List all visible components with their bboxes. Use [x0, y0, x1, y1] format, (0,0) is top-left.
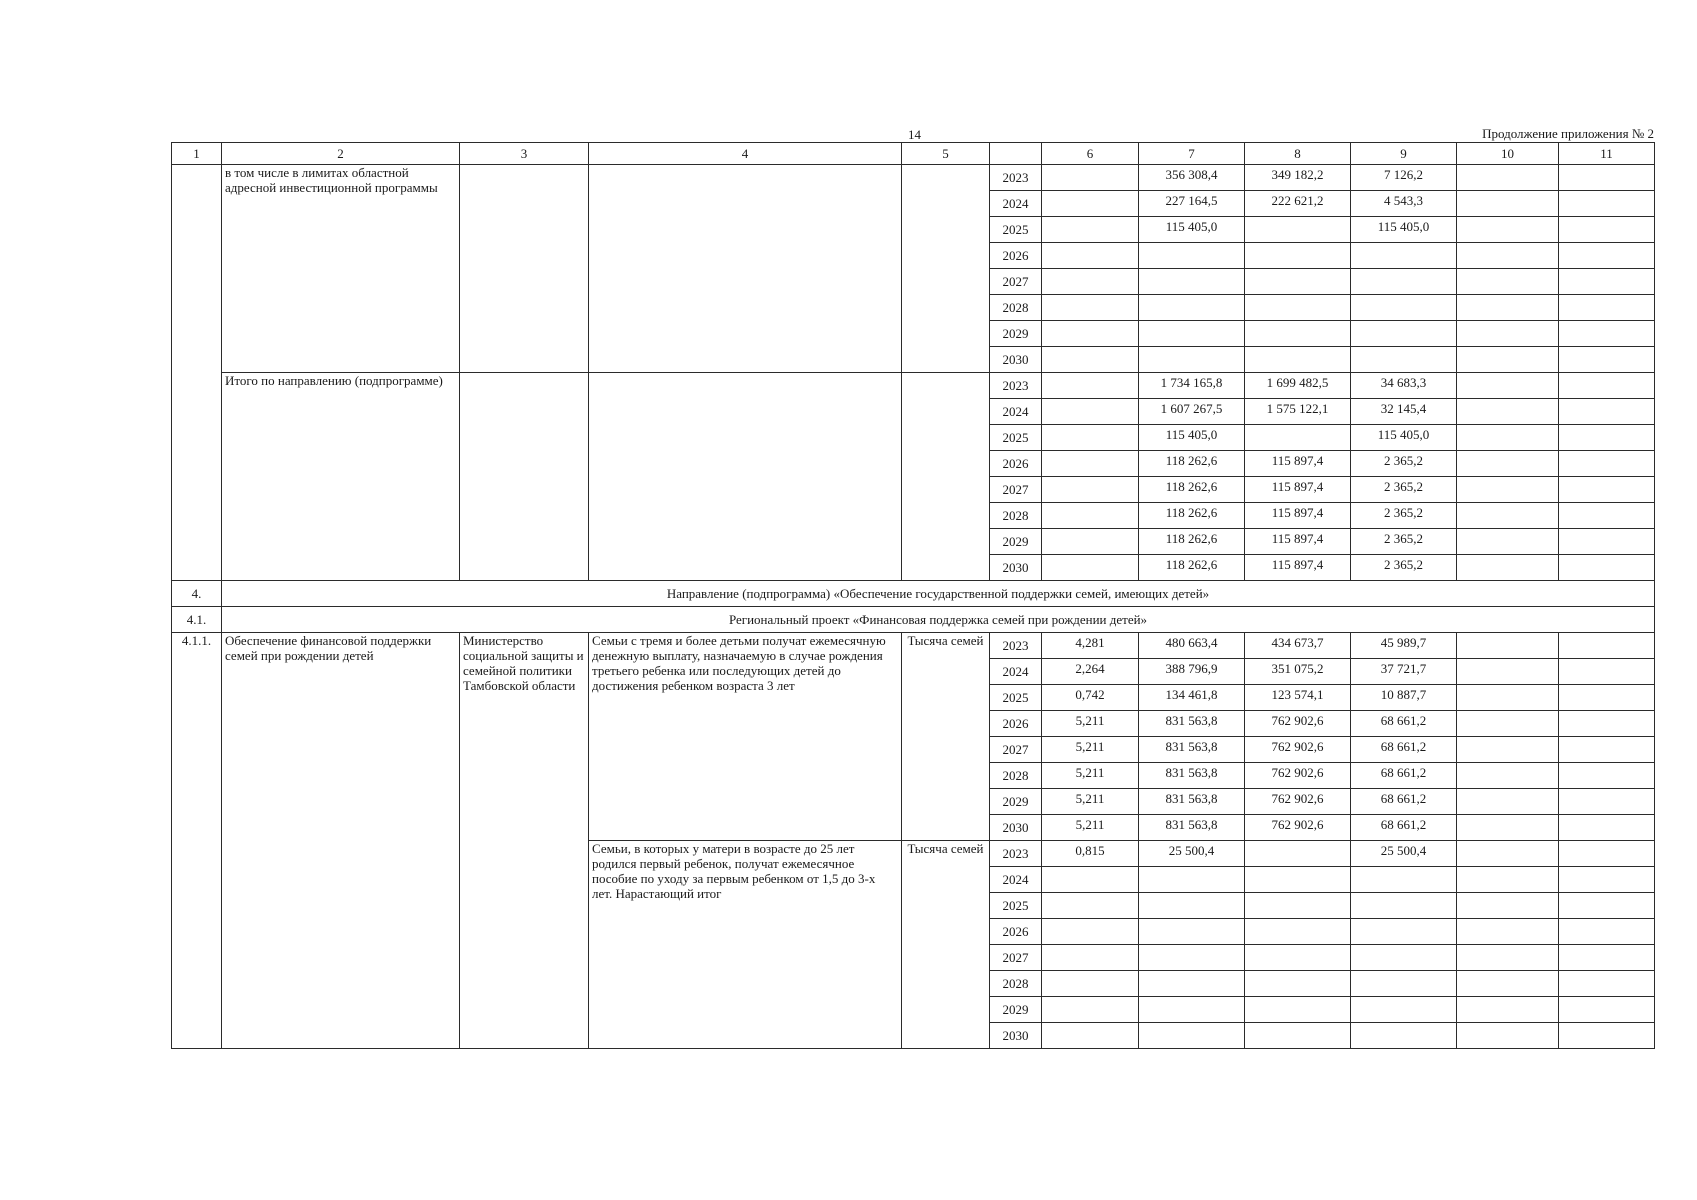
year-cell: 2026	[990, 919, 1042, 945]
indicator-value-cell	[1042, 347, 1139, 373]
column-11-cell	[1559, 737, 1655, 763]
total-amount-cell	[1139, 893, 1245, 919]
indicator-unit: Тысяча семей	[902, 841, 990, 1049]
total-amount-cell: 118 262,6	[1139, 529, 1245, 555]
total-amount-cell: 388 796,9	[1139, 659, 1245, 685]
total-amount-cell: 831 563,8	[1139, 815, 1245, 841]
column-10-cell	[1457, 425, 1559, 451]
regional-amount-cell: 4 543,3	[1351, 191, 1457, 217]
column-11-cell	[1559, 347, 1655, 373]
year-cell: 2023	[990, 373, 1042, 399]
column-10-cell	[1457, 763, 1559, 789]
federal-amount-cell	[1245, 295, 1351, 321]
total-amount-cell: 831 563,8	[1139, 711, 1245, 737]
federal-amount-cell	[1245, 945, 1351, 971]
indicator-cell	[589, 373, 902, 581]
year-cell: 2024	[990, 399, 1042, 425]
column-11-cell	[1559, 893, 1655, 919]
federal-amount-cell	[1245, 243, 1351, 269]
regional-amount-cell	[1351, 269, 1457, 295]
federal-amount-cell	[1245, 971, 1351, 997]
column-10-cell	[1457, 165, 1559, 191]
indicator-value-cell	[1042, 295, 1139, 321]
regional-amount-cell: 10 887,7	[1351, 685, 1457, 711]
regional-amount-cell	[1351, 919, 1457, 945]
regional-amount-cell: 45 989,7	[1351, 633, 1457, 659]
year-cell: 2028	[990, 503, 1042, 529]
year-cell: 2027	[990, 269, 1042, 295]
total-amount-cell	[1139, 997, 1245, 1023]
block-label: Итого по направлению (подпрограмме)	[222, 373, 460, 581]
column-11-cell	[1559, 685, 1655, 711]
column-11-cell	[1559, 243, 1655, 269]
federal-amount-cell	[1245, 841, 1351, 867]
column-header: 2	[222, 143, 460, 165]
appendix-continuation: Продолжение приложения № 2	[1482, 126, 1654, 141]
year-cell: 2027	[990, 737, 1042, 763]
indicator-value-cell	[1042, 945, 1139, 971]
federal-amount-cell: 349 182,2	[1245, 165, 1351, 191]
year-cell: 2025	[990, 893, 1042, 919]
regional-amount-cell: 115 405,0	[1351, 217, 1457, 243]
indicator-value-cell: 0,742	[1042, 685, 1139, 711]
indicator-value-cell	[1042, 477, 1139, 503]
federal-amount-cell	[1245, 425, 1351, 451]
indicator-value-cell	[1042, 919, 1139, 945]
total-amount-cell: 831 563,8	[1139, 737, 1245, 763]
column-10-cell	[1457, 477, 1559, 503]
indicator-text: Семьи с тремя и более детьми получат ежемесячную денежную выплату, назначаемую в случае рождения третьего ребенка или последующих детей до достижения ребенком возраста 3 лет	[589, 633, 902, 841]
total-amount-cell: 1 607 267,5	[1139, 399, 1245, 425]
indicator-value-cell: 4,281	[1042, 633, 1139, 659]
total-amount-cell	[1139, 243, 1245, 269]
item-number: 4.1.1.	[172, 633, 222, 1049]
year-cell: 2023	[990, 841, 1042, 867]
federal-amount-cell	[1245, 347, 1351, 373]
column-header: 8	[1245, 143, 1351, 165]
federal-amount-cell	[1245, 893, 1351, 919]
total-amount-cell: 115 405,0	[1139, 217, 1245, 243]
column-10-cell	[1457, 451, 1559, 477]
indicator-cell	[589, 165, 902, 373]
column-11-cell	[1559, 633, 1655, 659]
indicator-value-cell: 5,211	[1042, 711, 1139, 737]
total-amount-cell: 831 563,8	[1139, 763, 1245, 789]
year-cell: 2030	[990, 815, 1042, 841]
regional-amount-cell: 25 500,4	[1351, 841, 1457, 867]
column-10-cell	[1457, 217, 1559, 243]
item-name: Обеспечение финансовой поддержки семей при рождении детей	[222, 633, 460, 1049]
column-10-cell	[1457, 789, 1559, 815]
federal-amount-cell: 222 621,2	[1245, 191, 1351, 217]
unit-cell	[902, 373, 990, 581]
total-amount-cell: 134 461,8	[1139, 685, 1245, 711]
indicator-value-cell	[1042, 165, 1139, 191]
indicator-value-cell	[1042, 555, 1139, 581]
total-amount-cell: 831 563,8	[1139, 789, 1245, 815]
total-amount-cell	[1139, 347, 1245, 373]
column-11-cell	[1559, 659, 1655, 685]
federal-amount-cell: 115 897,4	[1245, 477, 1351, 503]
column-11-cell	[1559, 711, 1655, 737]
regional-amount-cell	[1351, 997, 1457, 1023]
table-row	[172, 165, 1655, 191]
column-11-cell	[1559, 165, 1655, 191]
column-header: 6	[1042, 143, 1139, 165]
indicator-value-cell: 0,815	[1042, 841, 1139, 867]
column-10-cell	[1457, 893, 1559, 919]
regional-amount-cell: 68 661,2	[1351, 711, 1457, 737]
federal-amount-cell	[1245, 1023, 1351, 1049]
regional-amount-cell: 2 365,2	[1351, 529, 1457, 555]
column-10-cell	[1457, 555, 1559, 581]
year-cell: 2028	[990, 763, 1042, 789]
federal-amount-cell	[1245, 919, 1351, 945]
indicator-value-cell: 5,211	[1042, 737, 1139, 763]
column-10-cell	[1457, 503, 1559, 529]
year-cell: 2024	[990, 659, 1042, 685]
total-amount-cell: 1 734 165,8	[1139, 373, 1245, 399]
total-amount-cell	[1139, 945, 1245, 971]
indicator-value-cell: 5,211	[1042, 763, 1139, 789]
column-11-cell	[1559, 763, 1655, 789]
year-cell: 2029	[990, 529, 1042, 555]
column-10-cell	[1457, 399, 1559, 425]
column-11-cell	[1559, 451, 1655, 477]
column-10-cell	[1457, 971, 1559, 997]
federal-amount-cell: 762 902,6	[1245, 737, 1351, 763]
indicator-value-cell	[1042, 1023, 1139, 1049]
column-11-cell	[1559, 997, 1655, 1023]
indicator-value-cell	[1042, 451, 1139, 477]
column-11-cell	[1559, 373, 1655, 399]
regional-amount-cell: 68 661,2	[1351, 815, 1457, 841]
regional-amount-cell: 68 661,2	[1351, 737, 1457, 763]
indicator-value-cell	[1042, 191, 1139, 217]
column-10-cell	[1457, 269, 1559, 295]
column-header: 9	[1351, 143, 1457, 165]
column-11-cell	[1559, 789, 1655, 815]
indicator-value-cell	[1042, 867, 1139, 893]
column-11-cell	[1559, 295, 1655, 321]
year-cell: 2029	[990, 321, 1042, 347]
column-11-cell	[1559, 867, 1655, 893]
year-cell: 2023	[990, 633, 1042, 659]
regional-amount-cell	[1351, 243, 1457, 269]
federal-amount-cell: 351 075,2	[1245, 659, 1351, 685]
indicator-value-cell	[1042, 269, 1139, 295]
column-10-cell	[1457, 997, 1559, 1023]
total-amount-cell	[1139, 867, 1245, 893]
column-10-cell	[1457, 815, 1559, 841]
column-11-cell	[1559, 425, 1655, 451]
page-number: 14	[908, 127, 921, 142]
unit-cell	[902, 165, 990, 373]
regional-amount-cell: 2 365,2	[1351, 451, 1457, 477]
total-amount-cell: 227 164,5	[1139, 191, 1245, 217]
indicator-value-cell	[1042, 893, 1139, 919]
column-10-cell	[1457, 737, 1559, 763]
column-10-cell	[1457, 685, 1559, 711]
indicator-value-cell	[1042, 425, 1139, 451]
column-10-cell	[1457, 659, 1559, 685]
federal-amount-cell: 762 902,6	[1245, 789, 1351, 815]
federal-amount-cell	[1245, 217, 1351, 243]
total-amount-cell: 356 308,4	[1139, 165, 1245, 191]
column-header: 7	[1139, 143, 1245, 165]
column-10-cell	[1457, 945, 1559, 971]
indicator-value-cell: 5,211	[1042, 789, 1139, 815]
indicator-value-cell: 2,264	[1042, 659, 1139, 685]
federal-amount-cell	[1245, 321, 1351, 347]
table-row	[172, 633, 1655, 659]
regional-amount-cell: 2 365,2	[1351, 477, 1457, 503]
federal-amount-cell: 762 902,6	[1245, 711, 1351, 737]
year-cell: 2024	[990, 867, 1042, 893]
column-header: 4	[589, 143, 902, 165]
indicator-value-cell	[1042, 529, 1139, 555]
year-cell: 2028	[990, 971, 1042, 997]
column-11-cell	[1559, 1023, 1655, 1049]
regional-amount-cell	[1351, 321, 1457, 347]
regional-amount-cell: 68 661,2	[1351, 789, 1457, 815]
regional-amount-cell	[1351, 1023, 1457, 1049]
executor-cell	[460, 165, 589, 373]
regional-amount-cell: 2 365,2	[1351, 555, 1457, 581]
federal-amount-cell: 115 897,4	[1245, 451, 1351, 477]
year-cell: 2026	[990, 711, 1042, 737]
total-amount-cell: 25 500,4	[1139, 841, 1245, 867]
column-11-cell	[1559, 269, 1655, 295]
section-regional-project-number: 4.1.	[172, 607, 222, 633]
total-amount-cell: 118 262,6	[1139, 555, 1245, 581]
regional-amount-cell: 2 365,2	[1351, 503, 1457, 529]
total-amount-cell: 118 262,6	[1139, 451, 1245, 477]
total-amount-cell	[1139, 1023, 1245, 1049]
indicator-value-cell	[1042, 243, 1139, 269]
total-amount-cell: 115 405,0	[1139, 425, 1245, 451]
regional-amount-cell	[1351, 295, 1457, 321]
column-11-cell	[1559, 555, 1655, 581]
item-executor: Министерство социальной защиты и семейной политики Тамбовской области	[460, 633, 589, 1049]
federal-amount-cell	[1245, 269, 1351, 295]
section-regional-project-title: Региональный проект «Финансовая поддержка семей при рождении детей»	[222, 607, 1655, 633]
total-amount-cell	[1139, 321, 1245, 347]
indicator-value-cell	[1042, 373, 1139, 399]
federal-amount-cell: 115 897,4	[1245, 503, 1351, 529]
total-amount-cell	[1139, 919, 1245, 945]
year-cell: 2026	[990, 451, 1042, 477]
column-10-cell	[1457, 841, 1559, 867]
column-10-cell	[1457, 633, 1559, 659]
column-10-cell	[1457, 347, 1559, 373]
year-cell: 2025	[990, 685, 1042, 711]
regional-amount-cell: 34 683,3	[1351, 373, 1457, 399]
indicator-value-cell	[1042, 399, 1139, 425]
federal-amount-cell: 1 699 482,5	[1245, 373, 1351, 399]
year-cell: 2029	[990, 997, 1042, 1023]
year-cell: 2028	[990, 295, 1042, 321]
total-amount-cell: 118 262,6	[1139, 477, 1245, 503]
federal-amount-cell: 762 902,6	[1245, 815, 1351, 841]
executor-cell	[460, 373, 589, 581]
column-11-cell	[1559, 529, 1655, 555]
regional-amount-cell	[1351, 867, 1457, 893]
year-cell: 2023	[990, 165, 1042, 191]
year-cell: 2030	[990, 347, 1042, 373]
indicator-value-cell	[1042, 503, 1139, 529]
column-11-cell	[1559, 217, 1655, 243]
column-11-cell	[1559, 841, 1655, 867]
column-10-cell	[1457, 295, 1559, 321]
year-cell: 2030	[990, 1023, 1042, 1049]
total-amount-cell	[1139, 971, 1245, 997]
regional-amount-cell: 115 405,0	[1351, 425, 1457, 451]
column-10-cell	[1457, 191, 1559, 217]
regional-amount-cell: 68 661,2	[1351, 763, 1457, 789]
year-cell: 2025	[990, 217, 1042, 243]
year-cell: 2030	[990, 555, 1042, 581]
section-direction-title: Направление (подпрограмма) «Обеспечение государственной поддержки семей, имеющих детей»	[222, 581, 1655, 607]
indicator-value-cell	[1042, 217, 1139, 243]
column-header: 1	[172, 143, 222, 165]
federal-amount-cell: 1 575 122,1	[1245, 399, 1351, 425]
year-cell: 2024	[990, 191, 1042, 217]
column-10-cell	[1457, 529, 1559, 555]
column-header-row	[172, 143, 1655, 165]
column-10-cell	[1457, 919, 1559, 945]
year-cell: 2029	[990, 789, 1042, 815]
column-header: 11	[1559, 143, 1655, 165]
section-regional-project-row	[172, 607, 1655, 633]
column-11-cell	[1559, 919, 1655, 945]
total-amount-cell	[1139, 269, 1245, 295]
regional-amount-cell: 37 721,7	[1351, 659, 1457, 685]
indicator-unit: Тысяча семей	[902, 633, 990, 841]
column-10-cell	[1457, 321, 1559, 347]
federal-amount-cell: 115 897,4	[1245, 555, 1351, 581]
indicator-value-cell	[1042, 971, 1139, 997]
column-header: 10	[1457, 143, 1559, 165]
year-cell: 2027	[990, 945, 1042, 971]
column-11-cell	[1559, 945, 1655, 971]
indicator-value-cell: 5,211	[1042, 815, 1139, 841]
column-11-cell	[1559, 477, 1655, 503]
regional-amount-cell: 7 126,2	[1351, 165, 1457, 191]
block-label: в том числе в лимитах областной адресной инвестиционной программы	[222, 165, 460, 373]
federal-amount-cell: 115 897,4	[1245, 529, 1351, 555]
column-11-cell	[1559, 971, 1655, 997]
column-header: 3	[460, 143, 589, 165]
indicator-value-cell	[1042, 997, 1139, 1023]
regional-amount-cell	[1351, 347, 1457, 373]
indicator-text: Семьи, в которых у матери в возрасте до 25 лет родился первый ребенок, получат ежемесячное пособие по уходу за первым ребенком от 1,5 до 3-х лет. Нарастающий итог	[589, 841, 902, 1049]
column-header: 5	[902, 143, 990, 165]
federal-amount-cell	[1245, 997, 1351, 1023]
budget-table	[171, 142, 1655, 1049]
column-11-cell	[1559, 503, 1655, 529]
regional-amount-cell: 32 145,4	[1351, 399, 1457, 425]
column-11-cell	[1559, 321, 1655, 347]
regional-amount-cell	[1351, 971, 1457, 997]
column-10-cell	[1457, 1023, 1559, 1049]
column-11-cell	[1559, 191, 1655, 217]
regional-amount-cell	[1351, 945, 1457, 971]
column-header	[990, 143, 1042, 165]
section-direction-number: 4.	[172, 581, 222, 607]
column-10-cell	[1457, 373, 1559, 399]
year-cell: 2027	[990, 477, 1042, 503]
year-cell: 2026	[990, 243, 1042, 269]
indicator-value-cell	[1042, 321, 1139, 347]
table-row	[172, 373, 1655, 399]
total-amount-cell	[1139, 295, 1245, 321]
column-11-cell	[1559, 399, 1655, 425]
column-10-cell	[1457, 711, 1559, 737]
federal-amount-cell: 123 574,1	[1245, 685, 1351, 711]
total-amount-cell: 118 262,6	[1139, 503, 1245, 529]
federal-amount-cell	[1245, 867, 1351, 893]
section-direction-row	[172, 581, 1655, 607]
federal-amount-cell: 434 673,7	[1245, 633, 1351, 659]
year-cell: 2025	[990, 425, 1042, 451]
column-10-cell	[1457, 867, 1559, 893]
row-number-cell	[172, 165, 222, 581]
column-11-cell	[1559, 815, 1655, 841]
total-amount-cell: 480 663,4	[1139, 633, 1245, 659]
regional-amount-cell	[1351, 893, 1457, 919]
column-10-cell	[1457, 243, 1559, 269]
federal-amount-cell: 762 902,6	[1245, 763, 1351, 789]
